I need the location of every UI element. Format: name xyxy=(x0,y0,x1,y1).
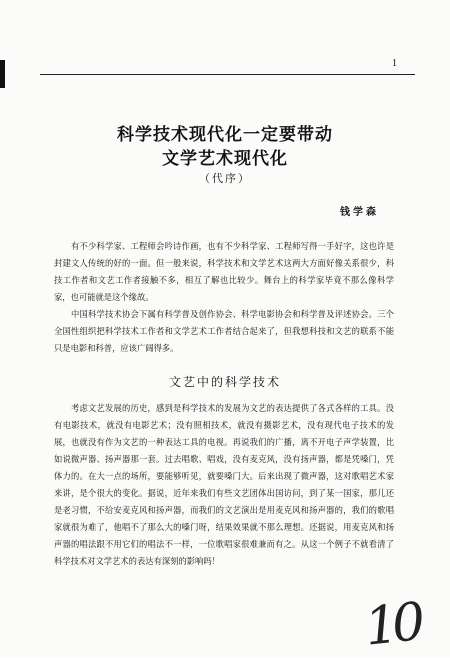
header-rule xyxy=(40,74,415,75)
title-line-1: 科学技术现代化一定要带动 xyxy=(117,125,333,145)
author-name: 钱学森 xyxy=(340,207,379,218)
title-line-2: 文学艺术现代化 xyxy=(162,149,288,169)
handwritten-page-mark: 10 xyxy=(362,592,423,658)
scan-edge-mark xyxy=(0,60,5,88)
section-heading: 文艺中的科学技术 xyxy=(168,375,281,389)
subtitle: （代序） xyxy=(199,172,251,185)
page-number: 1 xyxy=(392,58,397,69)
paragraph-section-body: 考虑文艺发展的历史，感到是科学技术的发展为文艺的表达提供了各式各样的工具。没有电影技术，就没有电影艺术；没有照相技术，就没有摄影艺术，没有现代电子技术的发展，也就没有作为文艺的一种表达工具的电视。再说我们的广播，离不开电子声学装置，比如说微声器、扬声器那一套。过去唱歌、唱戏，没有麦克风，没有扬声器，都是凭嗓门，凭体力的。在大一点的场所，要能够听见，就要嗓门大。后来出现了微声器，这对歌唱艺术家来讲，是个很大的变化。据说，近年来我们有些文艺团体出国访问，到了某一国家，那儿还是老习惯，不给安麦克风和扬声器，而我们的文艺演出是用麦克风和扬声器的，我们的歌唱家就很为难了，他唱不了那么大的嗓门呀，结果效果就不那么理想。还据说，用麦克风和扬声器的唱法跟不用它们的唱法不一样，一位歌唱家很难兼而有之。从这一个例子不就看清了科学技术对文学艺术的表达有深刻的影响吗！ xyxy=(54,403,394,566)
paragraph-intro: 有不少科学家、工程师会吟诗作画，也有不少科学家、工程师写得一手好字，这也许是封建文人传统的好的一面。但一般来说，科学技术和文学艺术这两大方面好像关系很少，科技工作者和文艺工作者接触不多，相互了解也比较少。舞台上的科学家毕竟不那么像科学家，也可能就是这个缘故。 xyxy=(54,241,394,302)
paragraph-associations: 中国科学技术协会下属有科学普及创作协会、科学电影协会和科学普及评述协会。三个全国性组织把科学技术工作者和文学艺术工作者结合起来了，但我想科技和文艺的联系不能只是电影和科普，应该广阔得多。 xyxy=(54,309,394,353)
